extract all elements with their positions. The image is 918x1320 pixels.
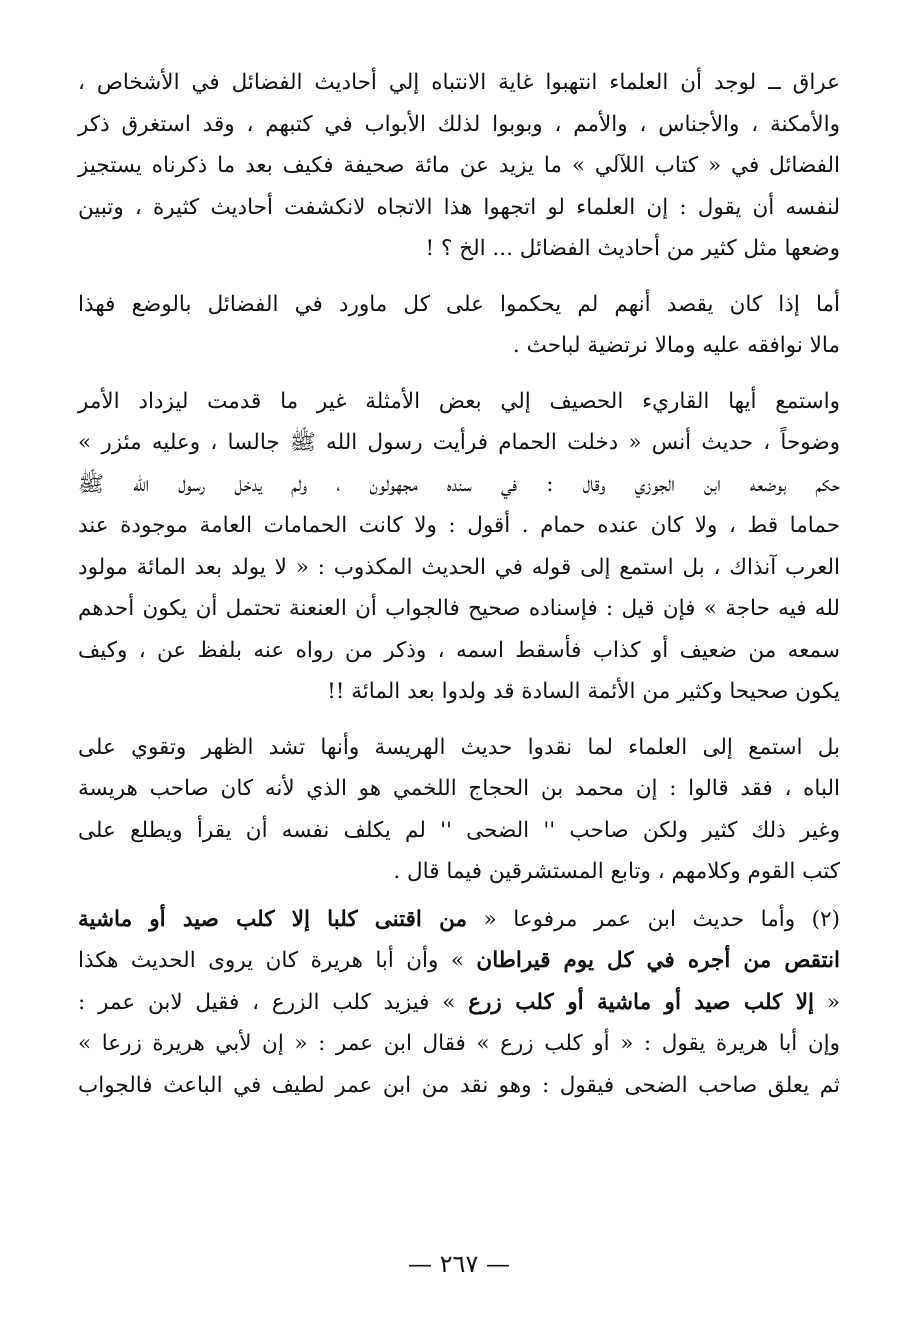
text-line: وضوحاً ، حديث أنس « دخلت الحمام فرأيت رسول الله ﷺ جالسا ، وعليه مئزر » — [78, 430, 840, 455]
paragraph-gap — [78, 270, 840, 284]
page-body — [78, 62, 840, 1106]
paragraph-5 — [78, 899, 840, 1107]
page-number: — ٢٦٧ — — [408, 1250, 510, 1278]
text-line: لله فيه حاجة » فإن قيل : فإسناده صحيح فالجواب أن العنعنة تحتمل أن يكون أحدهم — [78, 596, 840, 621]
bold-phrase: انتقص من أجره في كل يوم قيراطان — [476, 948, 840, 973]
text-line: « إلا كلب صيد أو ماشية أو كلب زرع » فيزيد كلب الزرع ، فقيل لابن عمر : — [78, 989, 840, 1015]
text-line: وضعها مثل كثير من أحاديث الفضائل ... الخ ؟ ! — [425, 236, 840, 261]
text-line: كتب القوم وكلامهم ، وتابع المستشرقين فيما قال . — [393, 859, 840, 884]
text-line: لنفسه أن يقول : إن العلماء لو اتجهوا هذا الاتجاه لانكشفت أحاديث كثيرة ، وتبين — [78, 194, 840, 220]
text-line: انتقص من أجره في كل يوم قيراطان » وأن أبا هريرة كان يروى الحديث هكذا — [78, 948, 840, 973]
text-line: ثم يعلق صاحب الضحى فيقول : وهو نقد من ابن عمر لطيف في الباعث فالجواب — [78, 1072, 840, 1098]
text-line: وإن أبا هريرة يقول : « أو كلب زرع » فقال ابن عمر : « إن لأبي هريرة زرعا » — [78, 1031, 840, 1056]
bold-phrase: إلا كلب صيد أو ماشية أو كلب زرع — [468, 989, 815, 1015]
text-line: وغير ذلك كثير ولكن صاحب '' الضحى '' لم يكلف نفسه أن يقرأ ويطلع على — [78, 817, 840, 843]
text-line: عراق ــ لوجد أن العلماء انتهبوا غاية الانتباه إلي أحاديث الفضائل في الأشخاص ، — [78, 70, 840, 95]
text-line: يكون صحيحا وكثير من الأئمة السادة قد ولدوا بعد المائة !! — [327, 679, 840, 704]
paragraph-3 — [78, 381, 840, 713]
text-line: بل استمع إلى العلماء لما نقدوا حديث الهريسة وأنها تشد الظهر وتقوي على — [78, 734, 840, 760]
paragraph-1 — [78, 62, 840, 270]
text-line: (٢) وأما حديث ابن عمر مرفوعا « من اقتنى كلبا إلا كلب صيد أو ماشية — [78, 906, 840, 932]
text-line: العرب آنذاك ، بل استمع إلى قوله في الحديث المكذوب : « لا يولد بعد المائة مولود — [78, 554, 840, 580]
paragraph-gap — [78, 367, 840, 381]
text-line: الفضائل في « كتاب اللآلي » ما يزيد عن مائة صحيفة فكيف بعد ما ذكرناه يستجيز — [78, 153, 840, 178]
text-line: الباه ، فقد قالوا : إن محمد بن الحجاج اللخمي هو الذي لأنه كان صاحب هريسة — [78, 776, 840, 801]
text-line: والأمكنة ، والأجناس ، والأمم ، وبوبوا لذلك الأبواب في كتبهم ، وقد استغرق ذكر — [78, 111, 840, 137]
paragraph-4 — [78, 727, 840, 893]
text-line: حكم بوضعه ابن الجوزي وقال : في سنده مجهولون ، ولم يدخل رسول الله ﷺ — [78, 471, 840, 497]
paragraph-gap — [78, 713, 840, 727]
text-line: واستمع أيها القاريء الحصيف إلي بعض الأمثلة غير ما قدمت ليزداد الأمر — [78, 388, 840, 414]
paragraph-2 — [78, 284, 840, 367]
bold-phrase: من اقتنى كلبا إلا كلب صيد أو ماشية — [78, 906, 467, 932]
text-line: حماما قط ، ولا كان عنده حمام . أقول : ولا كانت الحمامات العامة موجودة عند — [78, 513, 840, 538]
text-line: مالا نوافقه عليه ومالا نرتضية لباحث . — [512, 333, 840, 358]
text-line: أما إذا كان يقصد أنهم لم يحكموا على كل ماورد في الفضائل بالوضع فهذا — [78, 291, 840, 317]
text-line: سمعه من ضعيف أو كذاب فأسقط اسمه ، وذكر من رواه عنه بلفظ عن ، وكيف — [78, 637, 840, 663]
